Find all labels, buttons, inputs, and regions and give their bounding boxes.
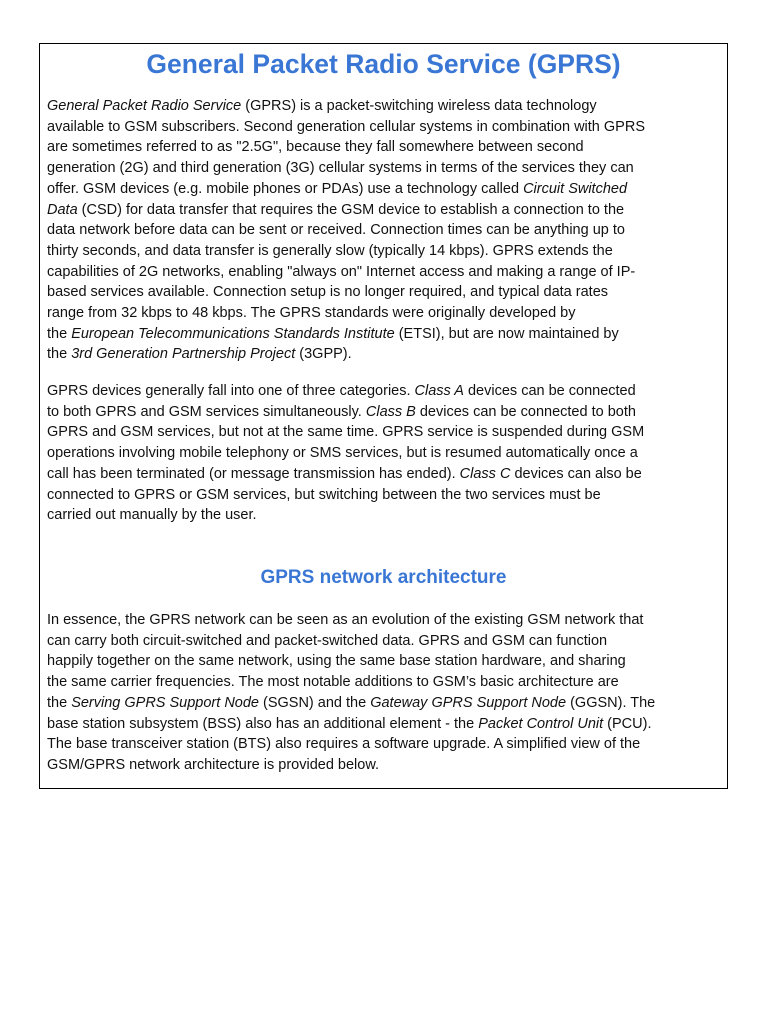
text-line	[47, 734, 725, 755]
text-run: the	[47, 325, 72, 342]
text-line	[47, 381, 725, 402]
text-run: generation (2G) and third generation (3G) cellular systems in terms of the services they can	[47, 160, 634, 177]
text-line	[47, 137, 725, 158]
text-line	[47, 443, 725, 464]
text-run: carried out manually by the user.	[47, 507, 257, 524]
text-run: data network before data can be sent or received. Connection times can be anything up to	[47, 222, 625, 239]
text-run: devices can also be	[510, 465, 642, 482]
text-run: operations involving mobile telephony or SMS services, but is resumed automatically once a	[47, 445, 638, 462]
italic-term: Gateway GPRS Support Node	[370, 694, 567, 711]
text-line	[47, 693, 725, 714]
italic-term: 3rd Generation Partnership Project	[71, 346, 296, 363]
text-run: to both GPRS and GSM services simultaneously.	[47, 403, 366, 420]
text-run: GPRS devices generally fall into one of three categories.	[47, 383, 415, 399]
text-run: (ETSI), but are now maintained by	[394, 325, 619, 342]
text-run: can carry both circuit-switched and packet-switched data. GPRS and GSM can function	[47, 632, 608, 649]
text-line	[47, 282, 725, 303]
italic-term: Class B	[365, 403, 416, 420]
text-line	[47, 96, 725, 117]
text-run: offer. GSM devices (e.g. mobile phones or PDAs) use a technology called	[47, 180, 524, 197]
text-run: the	[47, 346, 72, 363]
text-line	[47, 755, 725, 776]
section-heading: GPRS network architecture	[260, 567, 507, 588]
text-line	[47, 464, 725, 485]
text-line	[47, 610, 725, 631]
paragraph-intro	[47, 96, 725, 365]
text-line	[47, 344, 725, 365]
italic-term: Class C	[459, 465, 511, 482]
paragraph-architecture	[47, 610, 725, 776]
text-line	[47, 220, 725, 241]
italic-term: Circuit Switched	[523, 180, 628, 197]
italic-term: Packet Control Unit	[478, 715, 604, 732]
italic-term: Serving GPRS Support Node	[71, 694, 259, 711]
document-page	[39, 43, 728, 789]
italic-term: Data	[47, 201, 78, 218]
text-line	[47, 262, 725, 283]
text-line	[47, 651, 725, 672]
text-line	[47, 402, 725, 423]
text-run: (3GPP).	[295, 346, 352, 363]
text-line	[47, 303, 725, 324]
text-run: are sometimes referred to as "2.5G", because they fall somewhere between second	[47, 139, 584, 156]
text-line	[47, 631, 725, 652]
text-run: thirty seconds, and data transfer is generally slow (typically 14 kbps). GPRS extends the	[47, 242, 613, 259]
italic-term: Class A	[414, 383, 464, 399]
text-run: GPRS and GSM services, but not at the same time. GPRS service is suspended during GSM	[47, 424, 645, 441]
text-run: base station subsystem (BSS) also has an additional element - the	[47, 715, 479, 732]
text-run: (CSD) for data transfer that requires the GSM device to establish a connection to the	[77, 201, 625, 218]
text-line	[47, 485, 725, 506]
text-run: available to GSM subscribers. Second generation cellular systems in combination with GPRS	[47, 118, 645, 135]
text-line	[47, 158, 725, 179]
text-line	[47, 241, 725, 262]
text-run: (GGSN). The	[566, 694, 656, 711]
page-title: General Packet Radio Service (GPRS)	[146, 49, 621, 79]
text-run: happily together on the same network, using the same base station hardware, and sharing	[47, 653, 626, 670]
text-line	[47, 672, 725, 693]
text-run: The base transceiver station (BTS) also requires a software upgrade. A simplified view of the	[47, 736, 641, 753]
text-line	[47, 117, 725, 138]
text-run: (PCU).	[603, 715, 652, 732]
text-line	[47, 422, 725, 443]
text-line	[47, 200, 725, 221]
text-line	[47, 714, 725, 735]
text-line	[47, 505, 725, 526]
text-run: call has been terminated (or message transmission has ended).	[47, 465, 460, 482]
text-line	[47, 179, 725, 200]
italic-term: General Packet Radio Service	[47, 98, 242, 114]
text-run: (GPRS) is a packet-switching wireless data technology	[241, 98, 597, 114]
text-run: (SGSN) and the	[258, 694, 371, 711]
text-run: range from 32 kbps to 48 kbps. The GPRS standards were originally developed by	[47, 305, 576, 322]
text-line	[47, 324, 725, 345]
text-run: devices can be connected	[463, 383, 636, 399]
text-run: devices can be connected to both	[415, 403, 636, 420]
text-run: connected to GPRS or GSM services, but switching between the two services must be	[47, 486, 601, 503]
text-run: the	[47, 694, 72, 711]
text-run: GSM/GPRS network architecture is provided below.	[47, 756, 380, 773]
text-run: In essence, the GPRS network can be seen as an evolution of the existing GSM network that	[47, 612, 644, 628]
italic-term: European Telecommunications Standards Institute	[71, 325, 395, 342]
text-run: capabilities of 2G networks, enabling "always on" Internet access and making a range of IP-	[47, 263, 636, 280]
text-run: based services available. Connection setup is no longer required, and typical data rates	[47, 284, 609, 301]
text-run: the same carrier frequencies. The most notable additions to GSM’s basic architecture are	[47, 674, 619, 691]
paragraph-device-classes	[47, 381, 725, 526]
